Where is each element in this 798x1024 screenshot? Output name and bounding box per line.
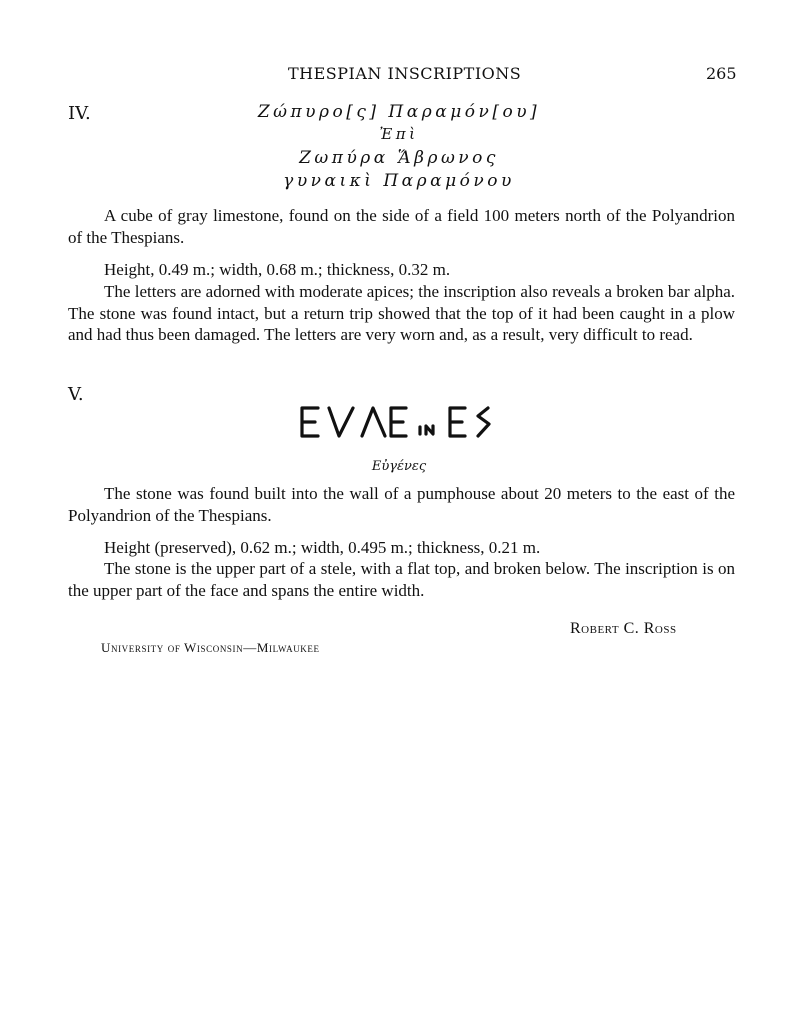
- dimensions-paragraph: Height (preserved), 0.62 m.; width, 0.495 m.; thickness, 0.21 m.: [104, 538, 541, 557]
- inscription-line: γυναικὶ Παραμόνου: [283, 171, 515, 191]
- running-title: THESPIAN INSCRIPTIONS: [288, 64, 522, 83]
- inscription-line: Ζωπύρα Ἅβρωνος: [299, 148, 499, 168]
- dimensions-paragraph: Height, 0.49 m.; width, 0.68 m.; thickness, 0.32 m.: [104, 260, 451, 279]
- author-affiliation: University of Wisconsin—Milwaukee: [101, 640, 320, 655]
- description-paragraph: A cube of gray limestone, found on the side of a field 100 meters north of the Polyandrion of the Thespians.: [68, 206, 735, 247]
- description-paragraph: The stone was found built into the wall of a pumphouse about 20 meters to the east of the Polyandrion of the Thespians.: [68, 484, 735, 525]
- commentary-paragraph: The letters are adorned with moderate apices; the inscription also reveals a broken bar alpha. The stone was found intact, but a return trip showed that the top of it had been caught in a plow and had thus been damaged. The letters are very worn and, as a result, very difficult to read.: [68, 282, 735, 344]
- transliteration: Εὐγένες: [371, 459, 427, 474]
- inscription-facsimile-drawing: [0, 400, 798, 444]
- inscription-line: Ζώπυρο[ς] Παραμόν[ου]: [257, 102, 541, 122]
- commentary-paragraph: The stone is the upper part of a stele, with a flat top, and broken below. The inscription is on the upper part of the face and spans the entire width.: [68, 559, 735, 600]
- author-name: Robert C. Ross: [570, 620, 677, 637]
- section-number-v: V.: [68, 384, 84, 405]
- running-head: [0, 64, 798, 86]
- page-number: 265: [706, 64, 737, 83]
- section-number-iv: IV.: [68, 103, 91, 124]
- inscription-line: Ἐπὶ: [379, 125, 419, 143]
